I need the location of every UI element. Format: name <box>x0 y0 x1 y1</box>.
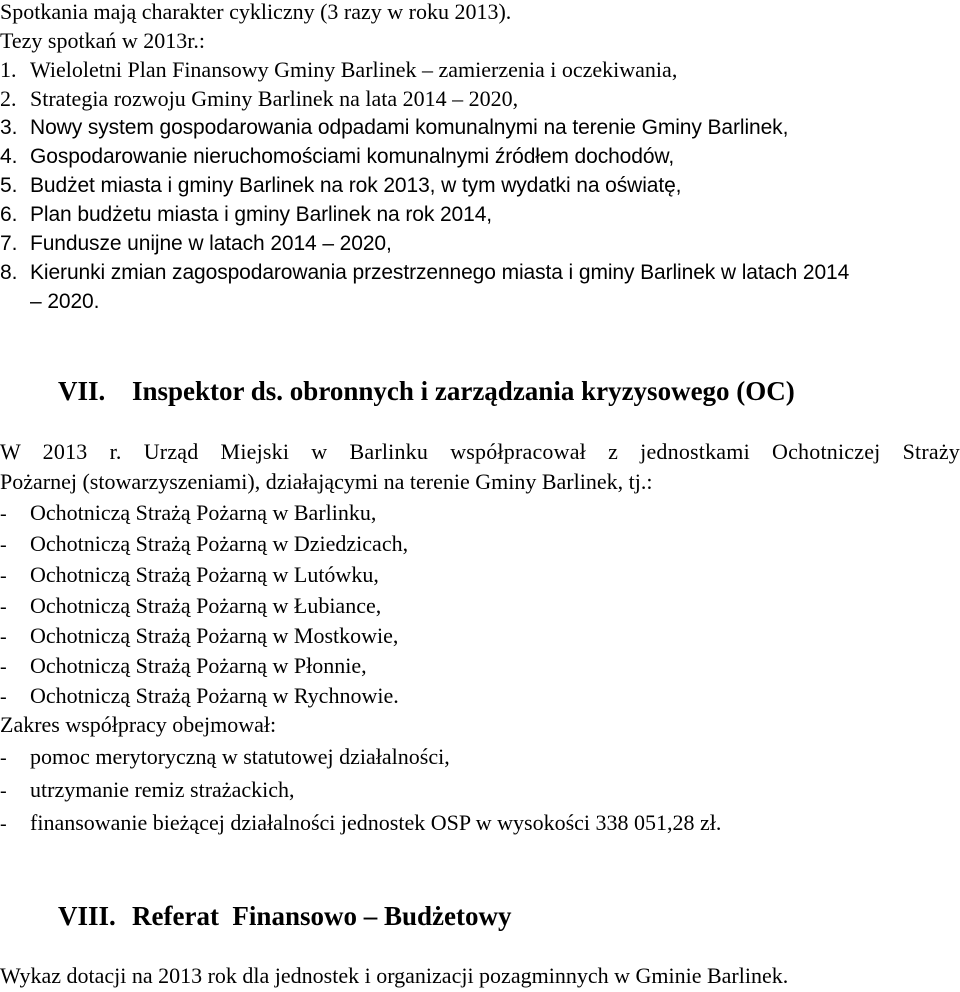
paragraph-line: Pożarnej (stowarzyszeniami), działającymi na terenie Gminy Barlinek, tj.: <box>0 469 653 494</box>
section-heading <box>58 899 511 933</box>
list-item <box>0 529 408 560</box>
list-item <box>0 591 381 622</box>
topic-item <box>0 229 392 258</box>
topic-text: Nowy system gospodarowania odpadami komunalnymi na terenie Gminy Barlinek, <box>30 116 789 139</box>
list-dash: - <box>0 780 7 802</box>
list-item <box>0 775 294 806</box>
section-number: VII. <box>58 376 106 406</box>
topic-text: Fundusze unijne w latach 2014 – 2020, <box>30 232 392 255</box>
list-item-text: utrzymanie remiz strażackich, <box>30 777 295 802</box>
list-dash: - <box>0 534 7 556</box>
list-dash: - <box>0 686 7 708</box>
list-dash: - <box>0 813 7 835</box>
list-dash: - <box>0 747 7 769</box>
list-item <box>0 808 721 839</box>
list-item-text: Ochotniczą Strażą Pożarną w Lutówku, <box>30 562 379 587</box>
topic-text: Gospodarowanie nieruchomościami komunalnymi źródłem dochodów, <box>30 145 675 168</box>
section-intro: Wykaz dotacji na 2013 rok dla jednostek i organizacji pozagminnych w Gminie Barlinek. <box>0 963 789 988</box>
topic-number: 5. <box>0 174 18 197</box>
list-dash: - <box>0 565 7 587</box>
topic-text: Plan budżetu miasta i gminy Barlinek na rok 2014, <box>30 203 493 226</box>
list-dash: - <box>0 596 7 618</box>
list-item-text: Ochotniczą Strażą Pożarną w Łubiance, <box>30 593 382 618</box>
topic-number: 8. <box>0 261 18 284</box>
meetings-text: Spotkania mają charakter cykliczny (3 razy w roku 2013). <box>0 0 512 24</box>
topic-number: 6. <box>0 203 18 226</box>
list-item <box>0 560 379 591</box>
list-item <box>0 621 398 652</box>
topics-title: Tezy spotkań w 2013r.: <box>0 28 205 53</box>
topic-item <box>0 171 681 200</box>
section-title: Referat Finansowo – Budżetowy <box>132 901 512 931</box>
topic-number: 2. <box>0 86 17 111</box>
list-dash: - <box>0 656 7 678</box>
topic-text: Kierunki zmian zagospodarowania przestrzennego miasta i gminy Barlinek w latach 2014 <box>30 261 850 284</box>
list-item-text: Ochotniczą Strażą Pożarną w Płonnie, <box>30 653 367 678</box>
topic-number: 1. <box>0 57 17 82</box>
topic-text: Budżet miasta i gminy Barlinek na rok 2013, w tym wydatki na oświatę, <box>30 174 682 197</box>
topic-text: Wieloletni Plan Finansowy Gminy Barlinek – zamierzenia i oczekiwania, <box>30 57 678 82</box>
list-item-text: finansowanie bieżącej działalności jednostek OSP w wysokości 338 051,28 zł. <box>30 810 722 835</box>
list-dash: - <box>0 626 7 648</box>
topic-text: Strategia rozwoju Gminy Barlinek na lata 2014 – 2020, <box>30 86 519 111</box>
topic-item <box>0 113 788 142</box>
list-item <box>0 742 450 773</box>
list-item <box>0 498 376 529</box>
list-item-text: Ochotniczą Strażą Pożarną w Dziedzicach, <box>30 531 409 556</box>
topic-number: 7. <box>0 232 18 255</box>
list-item <box>0 651 367 682</box>
list-item-text: Ochotniczą Strażą Pożarną w Rychnowie. <box>30 683 399 708</box>
section-title: Inspektor ds. obronnych i zarządzania kryzysowego (OC) <box>132 376 795 406</box>
section-heading <box>58 374 795 408</box>
list-item-text: pomoc merytoryczną w statutowej działalności, <box>30 744 450 769</box>
section-number: VIII. <box>58 901 116 931</box>
topic-number: 3. <box>0 116 18 139</box>
topic-continuation: – 2020. <box>30 290 100 313</box>
scope-title: Zakres współpracy obejmował: <box>0 712 277 737</box>
paragraph-line: W 2013 r. Urząd Miejski w Barlinku współpracował z jednostkami Ochotniczej Straży <box>0 439 960 464</box>
topic-item <box>0 200 492 229</box>
topic-number: 4. <box>0 145 18 168</box>
topic-item <box>0 84 518 113</box>
topic-item <box>0 55 677 84</box>
list-item-text: Ochotniczą Strażą Pożarną w Mostkowie, <box>30 623 399 648</box>
topic-item <box>0 258 849 287</box>
topic-item <box>0 142 674 171</box>
list-item-text: Ochotniczą Strażą Pożarną w Barlinku, <box>30 500 377 525</box>
list-item <box>0 681 399 712</box>
list-dash: - <box>0 503 7 525</box>
